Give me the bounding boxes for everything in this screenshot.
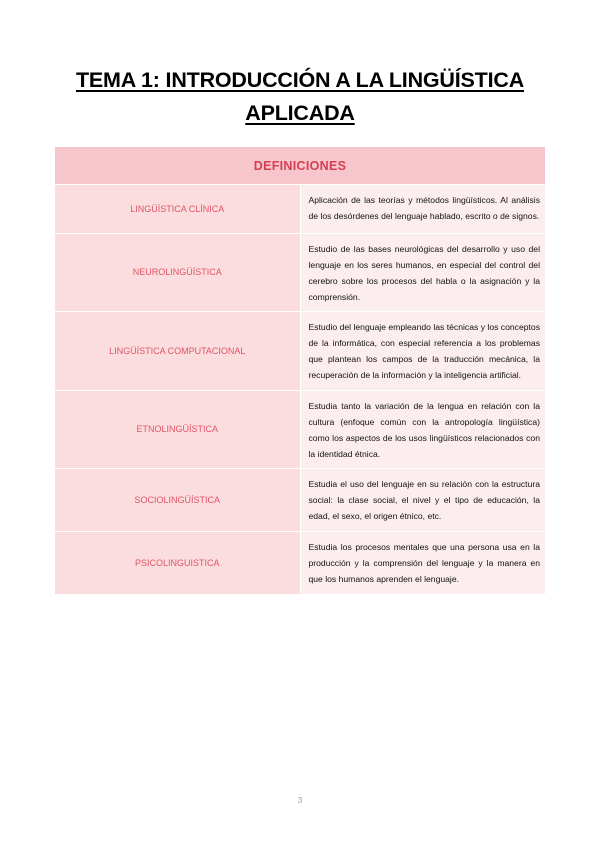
title-line-2: APLICADA xyxy=(245,101,355,125)
term-cell: LINGÜÍSTICA CLÍNICA xyxy=(55,185,301,234)
table-row xyxy=(55,469,546,532)
table-row xyxy=(55,312,546,391)
table-header: DEFINICIONES xyxy=(55,147,546,185)
definition-cell: Estudia el uso del lenguaje en su relación con la estructura social: la clase social, el nivel y el tipo de educación, la edad, el sexo, el origen étnico, etc. xyxy=(300,469,546,532)
page-number: 3 xyxy=(297,796,303,805)
table-row xyxy=(55,185,546,234)
definition-cell: Estudio del lenguaje empleando las técnicas y los conceptos de la informática, con especial referencia a los problemas que plantean los campos de la traducción mecánica, la recuperación de la información y la inteligencia artificial. xyxy=(300,312,546,391)
term-cell: NEUROLINGÜÍSTICA xyxy=(55,234,301,312)
table-row xyxy=(55,234,546,312)
term-cell: SOCIOLINGÜÍSTICA xyxy=(55,469,301,532)
definition-cell: Estudia tanto la variación de la lengua en relación con la cultura (enfoque común con la antropología lingüística) como los aspectos de los usos lingüísticos relacionados con la identidad étnica. xyxy=(300,391,546,469)
term-cell: ETNOLINGÜÍSTICA xyxy=(55,391,301,469)
table-row xyxy=(55,532,546,595)
title-line-1: TEMA 1: INTRODUCCIÓN A LA LINGÜÍSTICA xyxy=(75,68,525,92)
table-row xyxy=(55,391,546,469)
definition-cell: Estudia los procesos mentales que una persona usa en la producción y la comprensión del lenguaje y la manera en que los humanos aprenden el lenguaje. xyxy=(300,532,546,595)
term-cell: PSICOLINGUISTICA xyxy=(55,532,301,595)
table-header-row xyxy=(55,147,546,185)
document-title xyxy=(0,64,600,130)
term-cell: LINGÜÍSTICA COMPUTACIONAL xyxy=(55,312,301,391)
definitions-table xyxy=(54,146,546,595)
definition-cell: Estudio de las bases neurológicas del desarrollo y uso del lenguaje en los seres humanos, en especial del control del cerebro sobre los procesos del habla o la asignación y la comprensión. xyxy=(300,234,546,312)
definition-cell: Aplicación de las teorías y métodos lingüísticos. Al análisis de los desórdenes del lenguaje hablado, escrito o de signos. xyxy=(300,185,546,234)
